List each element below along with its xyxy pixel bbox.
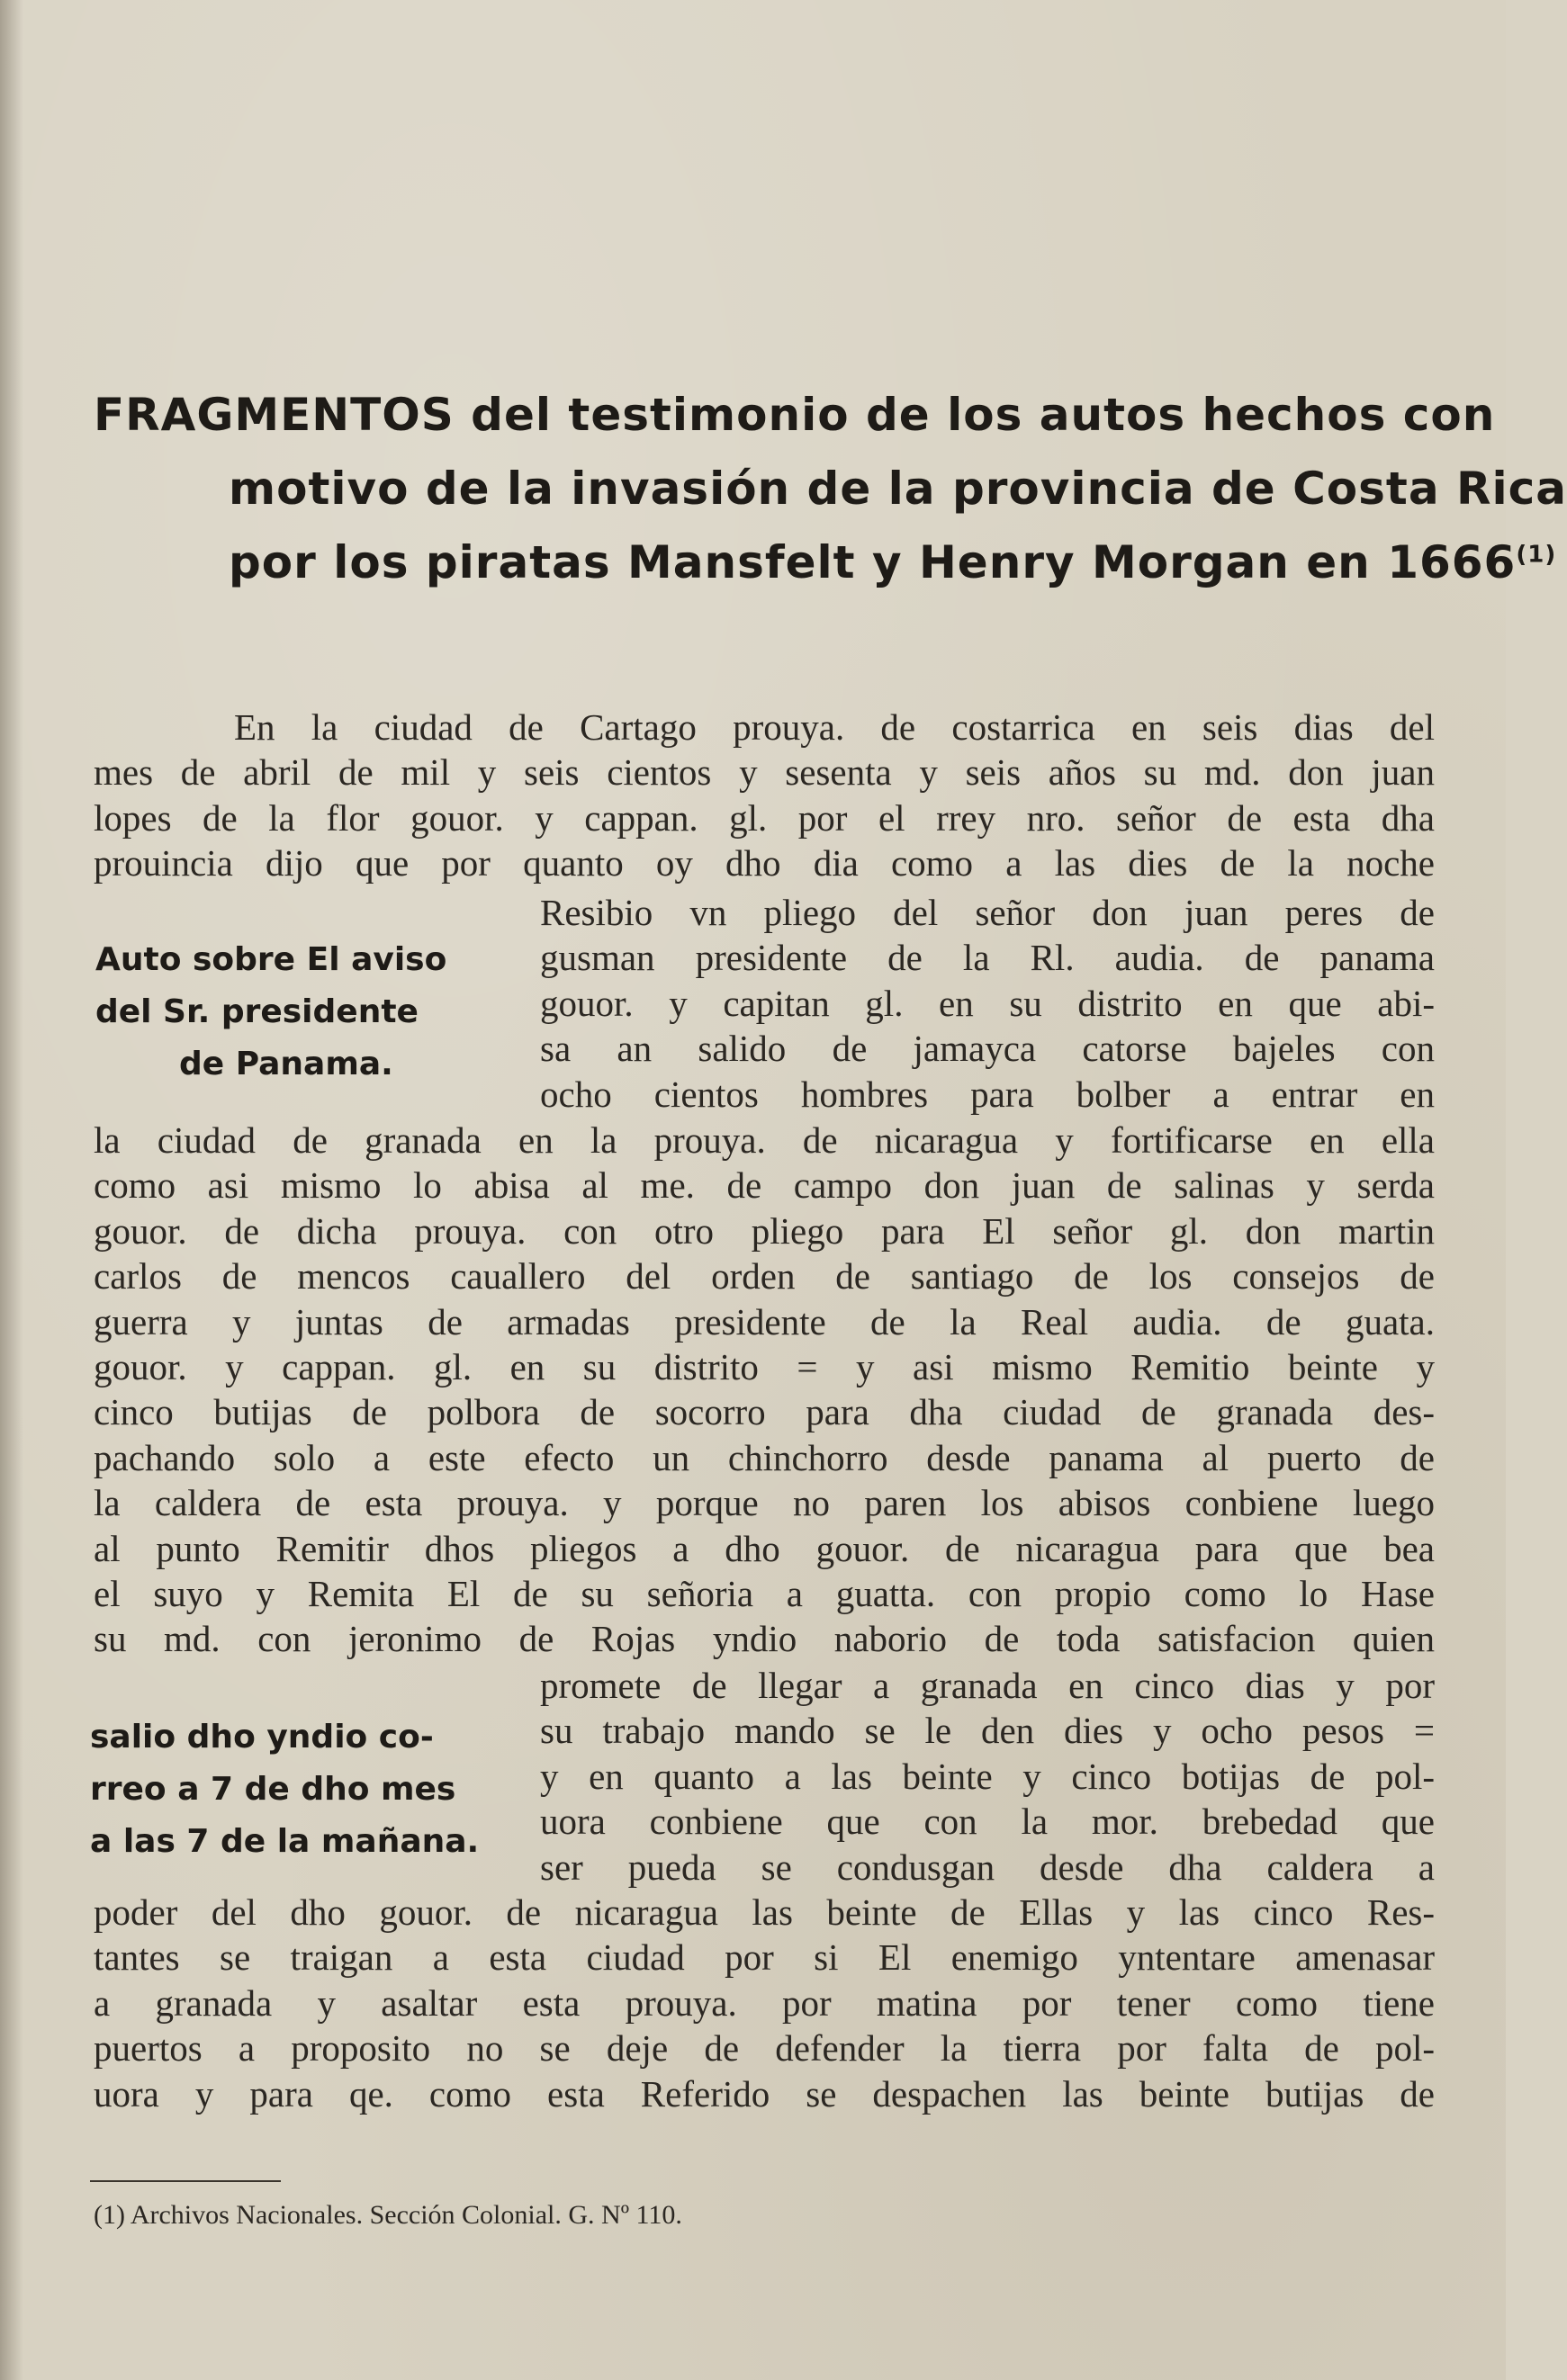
body-line: la ciudad de granada en la prouya. de nicaragua y fortificarse en ella <box>94 1119 1435 1161</box>
body-line: prouincia dijo que por quanto oy dho dia como a las dies de la noche <box>94 842 1435 885</box>
footnote-divider <box>90 2180 281 2182</box>
margin-note-line: de Panama. <box>179 1046 393 1082</box>
body-line: ser pueda se condusgan desde dha caldera a <box>540 1846 1435 1888</box>
body-line: poder del dho gouor. de nicaragua las beinte de Ellas y las cinco Res- <box>94 1891 1435 1933</box>
body-line: gouor. de dicha prouya. con otro pliego para El señor gl. don martin <box>94 1209 1435 1252</box>
margin-note-line: Auto sobre El aviso <box>95 941 447 978</box>
body-paragraph-indented-1 <box>540 890 1435 1117</box>
margin-note-salio <box>90 1711 513 1868</box>
body-line: carlos de mencos cauallero del orden de santiago de los consejos de <box>94 1255 1435 1298</box>
title-line-3 <box>94 525 1557 599</box>
title-line-2: motivo de la invasión de la provincia de Costa Rica <box>229 463 1567 515</box>
body-line: tantes se traigan a esta ciudad por si El enemigo yntentare amenasar <box>94 1936 1435 1979</box>
body-paragraph-main <box>94 1118 1435 1662</box>
body-line: gouor. y cappan. gl. en su distrito = y asi mismo Remitio beinte y <box>94 1346 1435 1388</box>
body-line: su md. con jeronimo de Rojas yndio naborio de toda satisfacion quien <box>94 1618 1435 1660</box>
body-line: su trabajo mando se le den dies y ocho pesos = <box>540 1710 1435 1752</box>
body-line: gouor. y capitan gl. en su distrito en que abi- <box>540 982 1435 1024</box>
body-paragraph-closing <box>94 1890 1435 2116</box>
body-line: gusman presidente de la Rl. audia. de panama <box>540 937 1435 979</box>
body-line: uora y para qe. como esta Referido se despachen las beinte butijas de <box>94 2072 1435 2115</box>
body-line: Resibio vn pliego del señor don juan peres de <box>540 892 1435 933</box>
body-paragraph-opening <box>94 705 1435 886</box>
margin-note-line: a las 7 de la mañana. <box>90 1823 480 1860</box>
body-line: el suyo y Remita El de su señoria a guatta. con propio como lo Hase <box>94 1573 1435 1615</box>
body-line: cinco butijas de polbora de socorro para dha ciudad de granada des- <box>94 1391 1435 1433</box>
footnote: (1) Archivos Nacionales. Sección Colonial. G. Nº 110. <box>94 2200 682 2230</box>
title-footnote-mark: (1) <box>1516 541 1557 569</box>
body-line: mes de abril de mil y seis cientos y sesenta y seis años su md. don juan <box>94 751 1435 794</box>
body-line: pachando solo a este efecto un chinchorro desde panama al puerto de <box>94 1436 1435 1478</box>
page-edge-shadow <box>0 0 23 2380</box>
body-line: uora conbiene que con la mor. brebedad que <box>540 1801 1435 1843</box>
margin-note-line: rreo a 7 de dho mes <box>90 1771 456 1808</box>
body-line: lopes de la flor gouor. y cappan. gl. por el rrey nro. señor de esta dha <box>94 796 1435 839</box>
document-title <box>94 378 1567 599</box>
body-line: guerra y juntas de armadas presidente de la Real audia. de guata. <box>94 1300 1435 1343</box>
margin-note-line: salio dho yndio co- <box>90 1719 434 1756</box>
body-line: promete de llegar a granada en cinco dias y por <box>540 1665 1435 1706</box>
body-line: a granada y asaltar esta prouya. por matina por tener como tiene <box>94 1981 1435 2024</box>
body-line: puertos a proposito no se deje de defender la tierra por falta de pol- <box>94 2027 1435 2070</box>
title-line-3-text: por los piratas Mansfelt y Henry Morgan en 1666 <box>229 536 1517 588</box>
margin-note-line: del Sr. presidente <box>95 993 419 1030</box>
body-line: ocho cientos hombres para bolber a entrar en <box>540 1073 1435 1115</box>
body-line: como asi mismo lo abisa al me. de campo don juan de salinas y serda <box>94 1164 1435 1207</box>
body-line: la caldera de esta prouya. y porque no paren los abisos conbiene luego <box>94 1482 1435 1524</box>
body-line: y en quanto a las beinte y cinco botijas de pol- <box>540 1755 1435 1797</box>
body-line: sa an salido de jamayca catorse bajeles con <box>540 1028 1435 1070</box>
body-line: En la ciudad de Cartago prouya. de costarrica en seis dias del <box>234 706 1435 748</box>
body-line: al punto Remitir dhos pliegos a dho gouor. de nicaragua para que bea <box>94 1527 1435 1569</box>
margin-note-auto <box>95 934 518 1091</box>
body-paragraph-indented-2 <box>540 1663 1435 1890</box>
title-line-1: FRAGMENTOS del testimonio de los autos hechos con <box>94 389 1496 441</box>
